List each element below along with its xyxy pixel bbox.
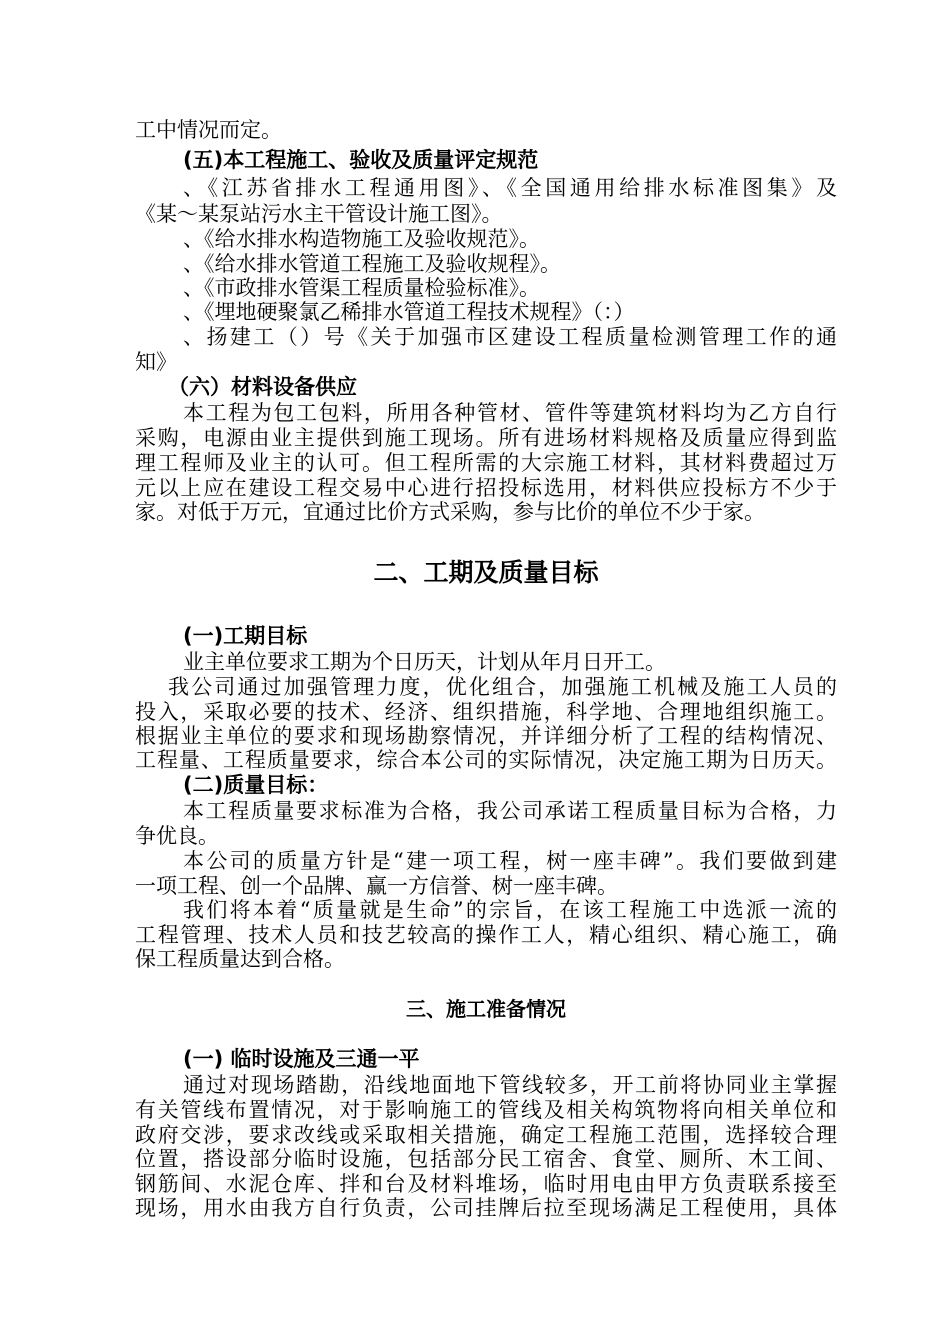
paragraph-line: 位置，搭设部分临时设施，包括部分民工宿舍、食堂、厕所、木工间、: [135, 1147, 837, 1171]
paragraph-line: 根据业主单位的要求和现场勘察情况，并详细分析了工程的结构情况、: [135, 724, 837, 748]
list-item-continuation: 《某～某泵站污水主干管设计施工图》。: [135, 202, 503, 226]
list-item: 、《给水排水管道工程施工及验收规程》。: [183, 252, 561, 276]
paragraph-line: 我们将本着“质量就是生命”的宗旨，在该工程施工中选派一流的: [183, 898, 837, 922]
paragraph-line: 保工程质量达到合格。: [135, 947, 345, 971]
paragraph-line: 工程量、工程质量要求，综合本公司的实际情况，决定施工期为日历天。: [135, 748, 837, 772]
paragraph-line: 争优良。: [135, 824, 219, 848]
paragraph-line: 家。对低于万元，宜通过比价方式采购，参与比价的单位不少于家。: [135, 500, 765, 524]
paragraph-line: 投入，采取必要的技术、经济、组织措施，科学地、合理地组织施工。: [135, 700, 837, 724]
paragraph-line: 工程管理、技术人员和技艺较高的操作工人，精心组织、精心施工，确: [135, 923, 837, 947]
paragraph-line: 政府交涉，要求改线或采取相关措施，确定工程施工范围，选择较合理: [135, 1123, 837, 1147]
subheading-materials: （六）材料设备供应: [168, 375, 357, 399]
subheading-temporary-facilities: (一) 临时设施及三通一平: [183, 1047, 420, 1071]
subheading-schedule: (一)工期目标: [183, 624, 308, 648]
paragraph-line: 现场，用水由我方自行负责，公司挂牌后拉至现场满足工程使用，具体: [135, 1196, 837, 1220]
section-heading-preparation: 三、施工准备情况: [406, 997, 566, 1021]
list-item-continuation: 知》: [135, 350, 177, 374]
body-line: 工中情况而定。: [135, 118, 282, 142]
list-item: 、《江苏省排水工程通用图》、《全国通用给排水标准图集》及: [183, 176, 837, 200]
paragraph-line: 一项工程、创一个品牌、赢一方信誉、树一座丰碑。: [135, 874, 618, 898]
list-item: 、《市政排水管渠工程质量检验标准》。: [183, 276, 540, 300]
subheading-quality: (二)质量目标：: [183, 773, 329, 797]
list-item: 、《给水排水构造物施工及验收规范》。: [183, 227, 540, 251]
paragraph-line: 通过对现场踏勘，沿线地面地下管线较多，开工前将协同业主掌握: [183, 1073, 837, 1097]
list-item: 、《埋地硬聚氯乙稀排水管道工程技术规程》（：）: [183, 300, 635, 324]
paragraph-line: 业主单位要求工期为个日历天，计划从年月日开工。: [183, 650, 666, 674]
paragraph-line: 有关管线布置情况，对于影响施工的管线及相关构筑物将向相关单位和: [135, 1098, 837, 1122]
paragraph-line: 理工程师及业主的认可。但工程所需的大宗施工材料，其材料费超过万: [135, 451, 837, 475]
subheading-standards: (五)本工程施工、验收及质量评定规范: [183, 148, 539, 172]
paragraph-line: 采购，电源由业主提供到施工现场。所有进场材料规格及质量应得到监: [135, 426, 837, 450]
paragraph-line: 元以上应在建设工程交易中心进行招投标选用，材料供应投标方不少于: [135, 476, 837, 500]
paragraph-line: 本公司的质量方针是“建一项工程，树一座丰碑”。我们要做到建: [183, 849, 837, 873]
paragraph-line: 钢筋间、水泥仓库、拌和台及材料堆场，临时用电由甲方负责联系接至: [135, 1172, 837, 1196]
paragraph-line: 本工程为包工包料，所用各种管材、管件等建筑材料均为乙方自行: [183, 401, 837, 425]
paragraph-line: 我公司通过加强管理力度，优化组合，加强施工机械及施工人员的: [168, 675, 837, 699]
section-heading-schedule-quality: 二、工期及质量目标: [373, 558, 599, 587]
paragraph-line: 本工程质量要求标准为合格，我公司承诺工程质量目标为合格，力: [183, 799, 837, 823]
list-item: 、扬建工（）号《关于加强市区建设工程质量检测管理工作的通: [183, 325, 837, 349]
